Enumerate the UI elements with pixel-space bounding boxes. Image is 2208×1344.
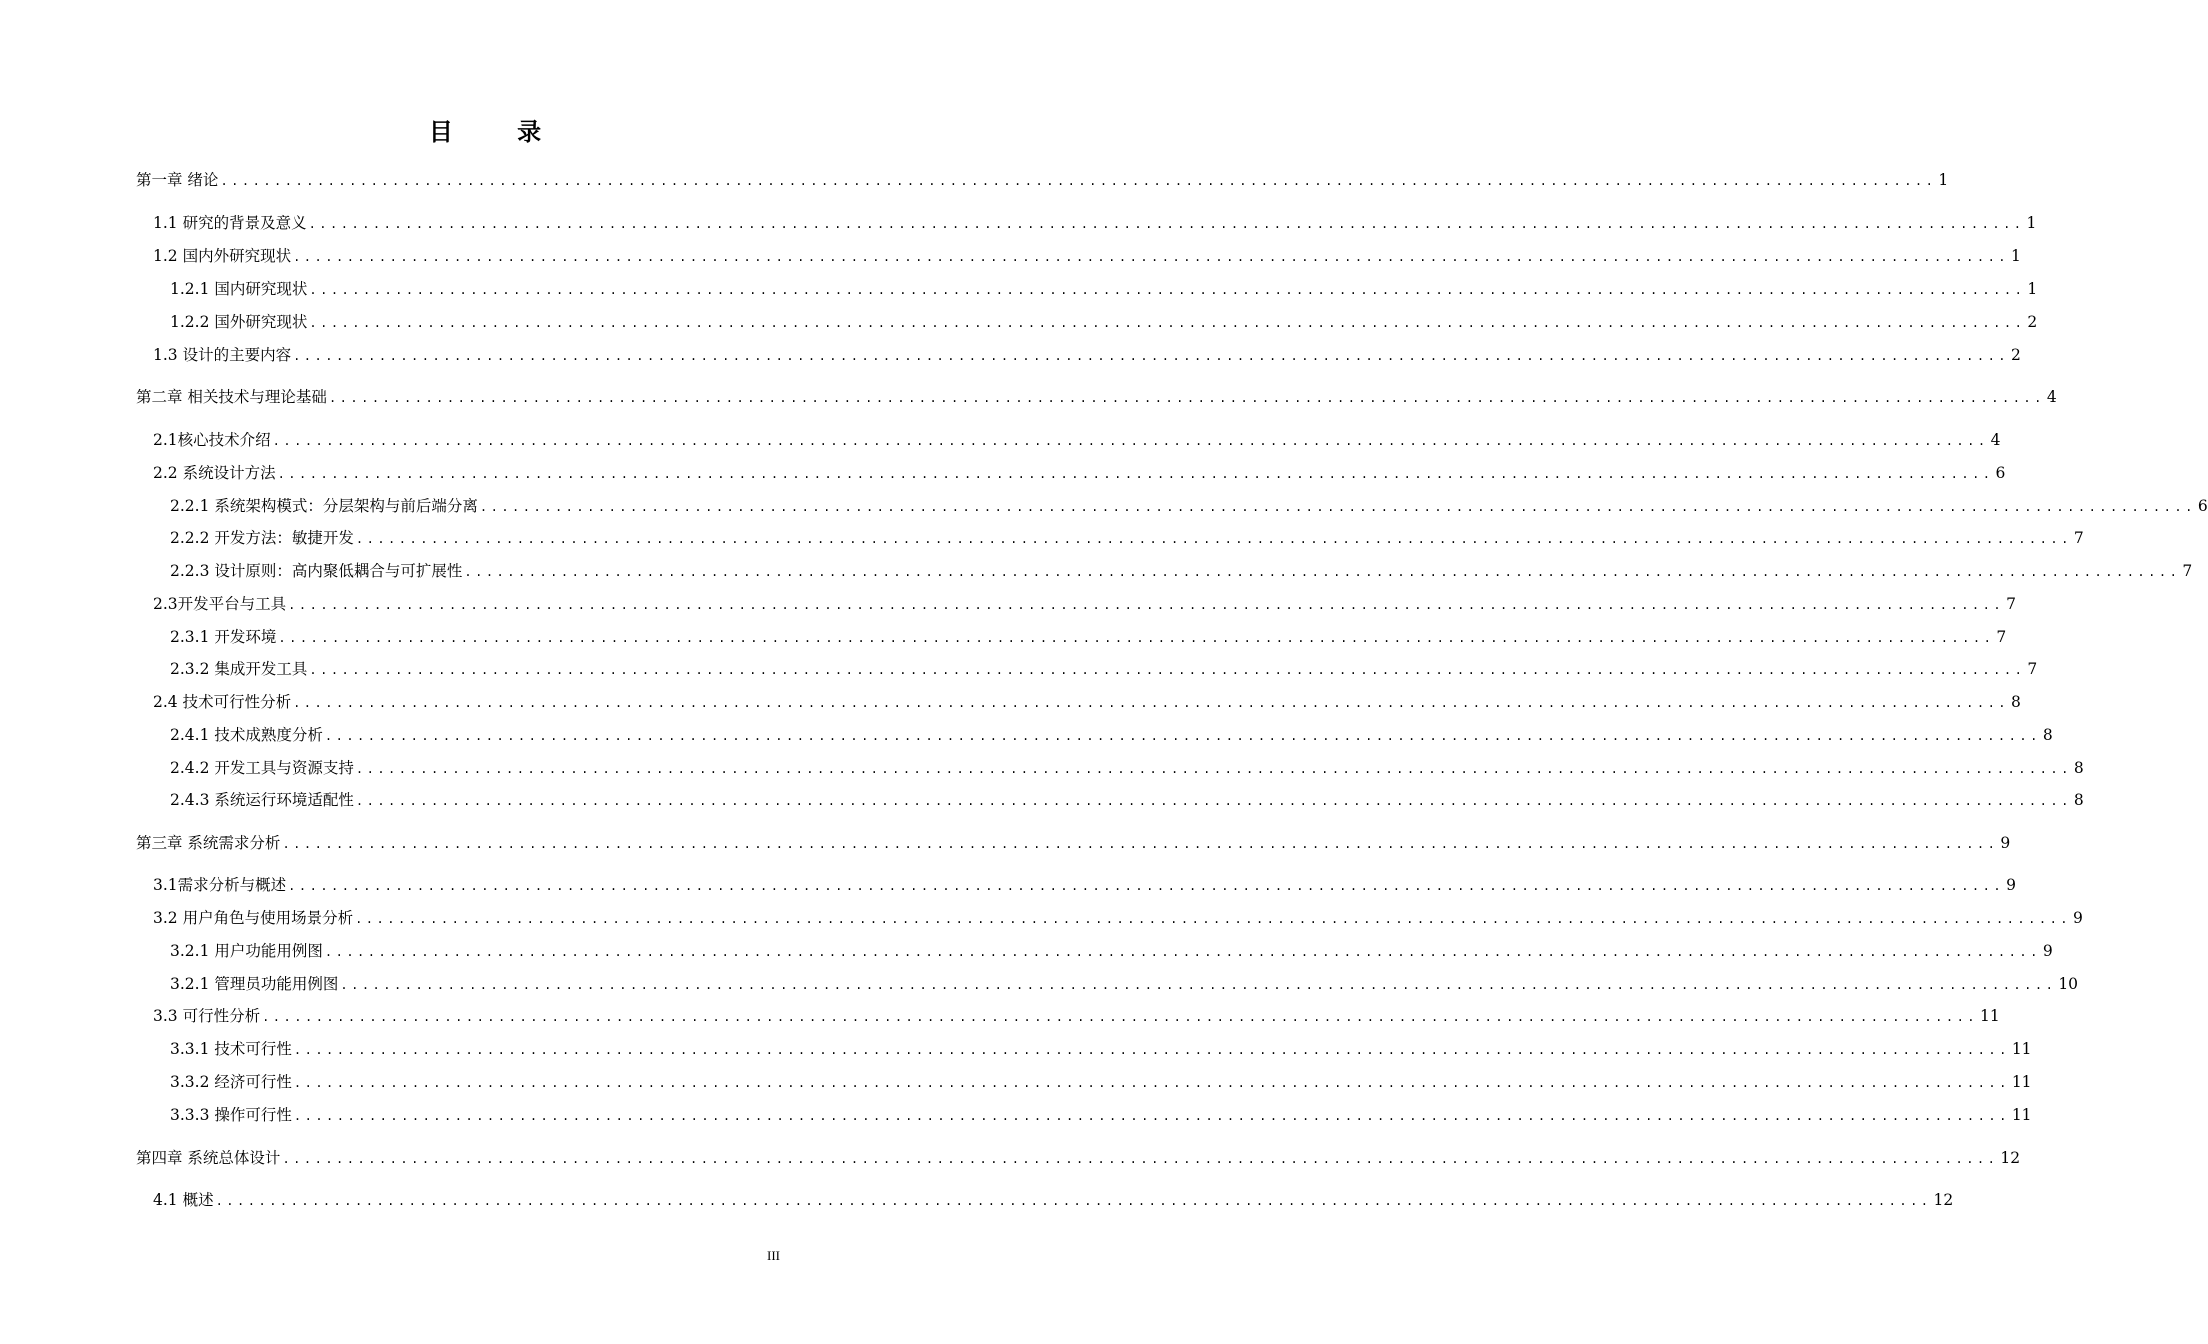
toc-entry-page: 10 <box>2058 975 2079 993</box>
toc-entry[interactable] <box>153 873 2016 897</box>
dot-leader: ................................................................................................................................................................ <box>293 1043 2010 1057</box>
dot-leader: ................................................................................................................................................................ <box>288 598 2005 612</box>
toc-entry-label: 3.2 用户角色与使用场景分析 <box>153 909 354 927</box>
toc-entry[interactable] <box>153 1188 1954 1212</box>
toc-entry-label: 2.2.1 系统架构模式：分层架构与前后端分离 <box>170 497 478 515</box>
toc-entry-page: 11 <box>2011 1040 2032 1058</box>
dot-leader: ................................................................................................................................................................ <box>479 500 2196 514</box>
toc-entry-label: 1.3 设计的主要内容 <box>153 346 292 364</box>
dot-leader: ................................................................................................................................................................ <box>293 1109 2010 1123</box>
toc-entry[interactable] <box>170 939 2053 963</box>
dot-leader: ................................................................................................................................................................ <box>288 879 2005 893</box>
toc-entry-page: 2 <box>2027 313 2038 331</box>
toc-entry-label: 第三章 系统需求分析 <box>136 834 281 852</box>
toc-entry[interactable] <box>153 461 2006 485</box>
toc-entry[interactable] <box>170 756 2084 780</box>
toc-entry-page: 9 <box>2042 942 2053 960</box>
toc-entry-label: 1.1 研究的背景及意义 <box>153 214 307 232</box>
toc-entry[interactable] <box>170 1103 2032 1127</box>
toc-entry-page: 11 <box>2011 1106 2032 1124</box>
toc-entry[interactable] <box>170 559 2193 583</box>
toc-entry-page: 4 <box>2046 388 2057 406</box>
toc-entry[interactable] <box>170 788 2084 812</box>
dot-leader: ................................................................................................................................................................ <box>308 217 2025 231</box>
toc-entry-page: 6 <box>1995 464 2006 482</box>
toc-entry-label: 2.2.2 开发方法：敏捷开发 <box>170 529 354 547</box>
toc-entry-label: 3.3.1 技术可行性 <box>170 1040 292 1058</box>
toc-entry-page: 7 <box>2182 562 2193 580</box>
toc-entry-page: 1 <box>2027 280 2038 298</box>
page-number: III <box>767 1248 780 1263</box>
dot-leader: ................................................................................................................................................................ <box>277 467 1994 481</box>
toc-entry-page: 4 <box>1990 431 2001 449</box>
toc-entry-label: 2.3.1 开发环境 <box>170 628 277 646</box>
toc-entry-page: 2 <box>2011 346 2021 364</box>
toc-entry-label: 3.2.1 管理员功能用例图 <box>170 975 339 993</box>
toc-entry-label: 2.4.3 系统运行环境适配性 <box>170 791 354 809</box>
toc-entry-page: 9 <box>2073 909 2083 927</box>
toc-entry-page: 9 <box>2006 876 2016 894</box>
dot-leader: ................................................................................................................................................................ <box>355 794 2072 808</box>
toc-entry-page: 9 <box>2000 834 2011 852</box>
dot-leader: ................................................................................................................................................................ <box>324 729 2041 743</box>
toc-entry-label: 3.3.2 经济可行性 <box>170 1073 292 1091</box>
toc-entry[interactable] <box>170 526 2084 550</box>
dot-leader: ................................................................................................................................................................ <box>355 912 2072 926</box>
toc-entry-page: 7 <box>2006 595 2016 613</box>
toc-entry[interactable] <box>170 723 2053 747</box>
toc-entry[interactable] <box>170 310 2038 334</box>
toc-entry[interactable] <box>170 1037 2032 1061</box>
dot-leader: ................................................................................................................................................................ <box>355 532 2072 546</box>
dot-leader: ................................................................................................................................................................ <box>293 349 2010 363</box>
toc-entry-page: 11 <box>2011 1073 2032 1091</box>
toc-entry[interactable] <box>153 211 2037 235</box>
toc-entry[interactable] <box>136 1146 2021 1170</box>
toc-entry[interactable] <box>170 277 2038 301</box>
dot-leader: ................................................................................................................................................................ <box>293 696 2010 710</box>
toc-entry[interactable] <box>170 1070 2032 1094</box>
dot-leader: ................................................................................................................................................................ <box>309 283 2026 297</box>
dot-leader: ................................................................................................................................................................ <box>309 316 2026 330</box>
dot-leader: ................................................................................................................................................................ <box>282 1152 1999 1166</box>
toc-entry-page: 8 <box>2011 693 2021 711</box>
toc-entry-page: 6 <box>2197 497 2208 515</box>
dot-leader: ................................................................................................................................................................ <box>282 837 1999 851</box>
toc-entry-label: 2.3.2 集成开发工具 <box>170 660 308 678</box>
toc-entry-page: 7 <box>2027 660 2038 678</box>
dot-leader: ................................................................................................................................................................ <box>355 762 2072 776</box>
toc-entry-label: 2.1核心技术介绍 <box>153 431 271 449</box>
toc-entry[interactable] <box>170 494 2208 518</box>
toc-entry[interactable] <box>136 385 2057 409</box>
toc-entry[interactable] <box>153 1004 2000 1028</box>
toc-entry-page: 1 <box>2026 214 2037 232</box>
toc-entry[interactable] <box>153 906 2083 930</box>
toc-entry-label: 第二章 相关技术与理论基础 <box>136 388 327 406</box>
dot-leader: ................................................................................................................................................................ <box>340 978 2057 992</box>
toc-entry[interactable] <box>136 168 1949 192</box>
toc-entry-label: 1.2.1 国内研究现状 <box>170 280 308 298</box>
toc-entry-label: 2.3开发平台与工具 <box>153 595 287 613</box>
toc-entry-page: 12 <box>2000 1149 2021 1167</box>
toc-entry[interactable] <box>170 972 2079 996</box>
toc-entry[interactable] <box>170 625 2007 649</box>
dot-leader: ................................................................................................................................................................ <box>328 391 2045 405</box>
toc-entry-label: 3.2.1 用户功能用例图 <box>170 942 323 960</box>
toc-entry-label: 3.3.3 操作可行性 <box>170 1106 292 1124</box>
toc-entry-page: 7 <box>2073 529 2084 547</box>
toc-entry-page: 1 <box>2011 247 2021 265</box>
toc-entry-label: 2.4.1 技术成熟度分析 <box>170 726 323 744</box>
dot-leader: ................................................................................................................................................................ <box>309 663 2026 677</box>
dot-leader: ................................................................................................................................................................ <box>293 250 2010 264</box>
dot-leader: ................................................................................................................................................................ <box>278 631 1995 645</box>
dot-leader: ................................................................................................................................................................ <box>215 1194 1932 1208</box>
toc-entry-page: 1 <box>1938 171 1949 189</box>
toc-entry-label: 3.1需求分析与概述 <box>153 876 287 894</box>
toc-entry-page: 7 <box>1996 628 2007 646</box>
page-title: 目 录 <box>428 118 570 146</box>
toc-entry[interactable] <box>153 592 2016 616</box>
dot-leader: ................................................................................................................................................................ <box>220 174 1937 188</box>
toc-entry-page: 12 <box>1933 1191 1954 1209</box>
toc-entry-label: 2.4.2 开发工具与资源支持 <box>170 759 354 777</box>
dot-leader: ................................................................................................................................................................ <box>272 434 1989 448</box>
toc-entry-label: 3.3 可行性分析 <box>153 1007 261 1025</box>
toc-entry-label: 1.2 国内外研究现状 <box>153 247 292 265</box>
toc-entry[interactable] <box>136 831 2011 855</box>
toc-entry[interactable] <box>170 657 2038 681</box>
toc-entry-label: 第一章 绪论 <box>136 171 219 189</box>
toc-entry-label: 1.2.2 国外研究现状 <box>170 313 308 331</box>
toc-entry[interactable] <box>153 428 2001 452</box>
dot-leader: ................................................................................................................................................................ <box>324 945 2041 959</box>
toc-entry[interactable] <box>153 343 2021 367</box>
toc-entry-page: 8 <box>2042 726 2053 744</box>
toc-entry-label: 2.4 技术可行性分析 <box>153 693 292 711</box>
toc-entry-label: 第四章 系统总体设计 <box>136 1149 281 1167</box>
dot-leader: ................................................................................................................................................................ <box>464 565 2181 579</box>
dot-leader: ................................................................................................................................................................ <box>262 1010 1979 1024</box>
toc-entry-page: 8 <box>2073 791 2084 809</box>
toc-entry-page: 8 <box>2073 759 2084 777</box>
toc-entry[interactable] <box>153 244 2021 268</box>
toc-entry-page: 11 <box>1980 1007 2000 1025</box>
toc-entry-label: 2.2 系统设计方法 <box>153 464 276 482</box>
toc-entry[interactable] <box>153 690 2021 714</box>
toc-entry-label: 2.2.3 设计原则：高内聚低耦合与可扩展性 <box>170 562 463 580</box>
toc-entry-label: 4.1 概述 <box>153 1191 214 1209</box>
dot-leader: ................................................................................................................................................................ <box>293 1076 2010 1090</box>
